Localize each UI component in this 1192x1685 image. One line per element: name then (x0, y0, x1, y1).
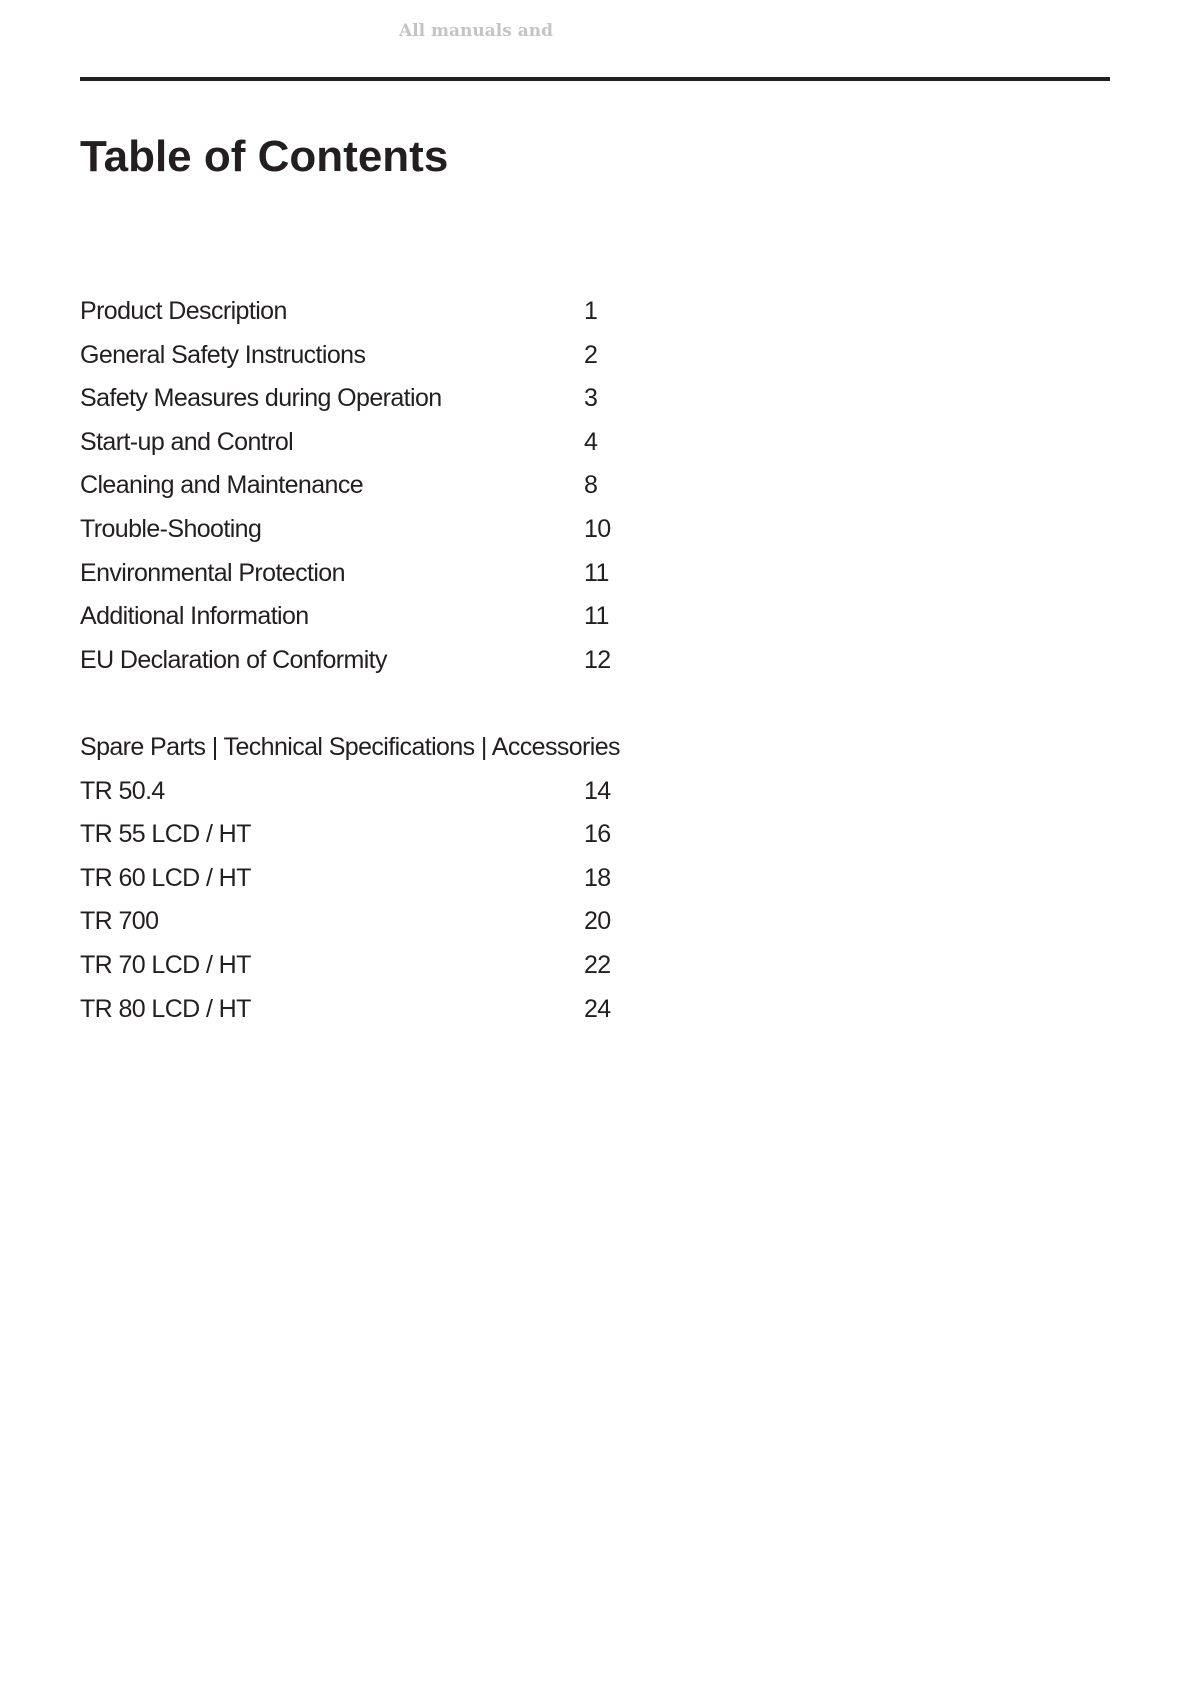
toc-entry[interactable] (80, 857, 640, 901)
toc-entry-label: General Safety Instructions (80, 340, 366, 369)
toc-entry-page: 4 (584, 427, 598, 456)
toc-entry-page: 20 (584, 907, 611, 936)
toc-entry[interactable] (80, 464, 640, 508)
toc-entry[interactable] (80, 552, 640, 596)
toc-parts-list (80, 726, 640, 1031)
toc-entry[interactable] (80, 377, 640, 421)
toc-entry-label: EU Declaration of Conformity (80, 645, 387, 674)
toc-entry[interactable] (80, 290, 640, 334)
toc-entry-page: 11 (584, 558, 609, 587)
toc-entry-label: TR 50.4 (80, 776, 165, 805)
toc-entry-page: 14 (584, 776, 611, 805)
toc-entry-label: Environmental Protection (80, 558, 345, 587)
toc-entry-page: 24 (584, 994, 611, 1023)
toc-entry[interactable] (80, 421, 640, 465)
toc-entry-page: 2 (584, 340, 598, 369)
toc-entry-page: 16 (584, 820, 611, 849)
toc-entry[interactable] (80, 639, 640, 683)
toc-entry-page: 11 (584, 602, 609, 631)
toc-entry-label: TR 70 LCD / HT (80, 950, 251, 979)
toc-entry-page: 1 (584, 297, 598, 325)
toc-entry-label: TR 700 (80, 907, 159, 936)
parts-section-heading: Spare Parts | Technical Specifications | Accessories (80, 733, 620, 761)
toc-entry-page: 12 (584, 645, 611, 674)
header-rule (80, 77, 1110, 81)
toc-entry[interactable] (80, 770, 640, 814)
toc-entry[interactable] (80, 900, 640, 944)
toc-entry[interactable] (80, 334, 640, 378)
toc-entry-page: 18 (584, 863, 611, 892)
toc-entry-label: TR 60 LCD / HT (80, 863, 251, 892)
toc-entry-label: TR 80 LCD / HT (80, 994, 251, 1023)
toc-entry-page: 8 (584, 471, 598, 500)
toc-entry-label: Safety Measures during Operation (80, 384, 442, 413)
toc-entry-label: Product Description (80, 297, 287, 325)
toc-entry-page: 3 (584, 384, 598, 413)
toc-main-list (80, 290, 640, 682)
toc-entry-page: 10 (584, 514, 611, 543)
toc-entry[interactable] (80, 944, 640, 988)
toc-entry[interactable] (80, 988, 640, 1032)
toc-entry-page: 22 (584, 950, 611, 979)
watermark-text: All manuals and (399, 21, 553, 41)
toc-entry[interactable] (80, 813, 640, 857)
toc-entry-label: TR 55 LCD / HT (80, 820, 251, 849)
toc-entry-label: Cleaning and Maintenance (80, 471, 364, 500)
toc-entry-label: Start-up and Control (80, 427, 294, 456)
toc-entry[interactable] (80, 508, 640, 552)
toc-entry-label: Additional Information (80, 602, 309, 631)
toc-entry-label: Trouble-Shooting (80, 514, 262, 543)
page-title: Table of Contents (80, 132, 449, 181)
toc-entry[interactable] (80, 595, 640, 639)
